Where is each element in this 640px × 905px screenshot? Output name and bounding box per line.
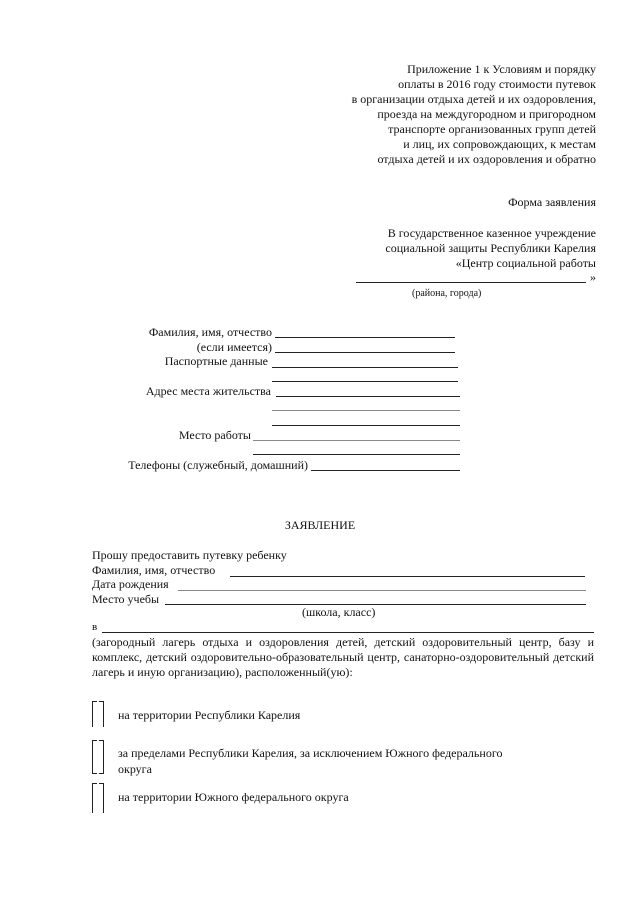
option-karelia-label: на территории Республики Карелия xyxy=(118,708,301,722)
work-field-2[interactable] xyxy=(253,454,460,455)
appendix-line: проезда на междугородном и пригородном xyxy=(377,107,596,121)
work-label: Место работы xyxy=(178,428,251,442)
appendix-line: Приложение 1 к Условиям и порядку xyxy=(407,62,596,76)
request-text: Прошу предоставить путевку ребенку xyxy=(92,548,287,562)
work-field[interactable] xyxy=(253,440,460,441)
institution-field[interactable] xyxy=(102,632,594,633)
appendix-line: транспорте организованных групп детей xyxy=(388,122,596,136)
recipient-line: «Центр социальной работы xyxy=(455,256,596,270)
recipient-district-underline xyxy=(356,282,586,283)
appendix-line: и лиц, их сопровождающих, к местам xyxy=(403,137,596,151)
school-field[interactable] xyxy=(165,604,586,605)
child-name-field[interactable] xyxy=(230,576,585,577)
applicant-name-note: (если имеется) xyxy=(196,340,272,354)
option-south-label: на территории Южного федерального округа xyxy=(118,790,349,804)
passport-field-2[interactable] xyxy=(272,381,458,382)
child-name-label: Фамилия, имя, отчество xyxy=(92,563,216,577)
option-karelia-checkbox[interactable] xyxy=(92,701,104,727)
birth-date-label: Дата рождения xyxy=(92,577,169,591)
appendix-line: отдыха детей и их оздоровления и обратно xyxy=(377,152,596,166)
address-field-2[interactable] xyxy=(272,410,460,411)
recipient-block xyxy=(336,226,596,271)
option-outside-karelia-checkbox[interactable] xyxy=(92,740,104,774)
recipient-line: социальной защиты Республики Карелия xyxy=(385,241,596,255)
applicant-name-label: Фамилия, имя, отчество xyxy=(148,325,272,339)
address-label: Адрес места жительства xyxy=(145,384,271,398)
school-caption: (школа, класс) xyxy=(302,605,376,619)
birth-date-field[interactable] xyxy=(178,590,586,591)
applicant-name-field-2[interactable] xyxy=(275,352,455,353)
phones-field[interactable] xyxy=(311,470,460,471)
statement-title: ЗАЯВЛЕНИЕ xyxy=(284,518,356,532)
appendix-line: оплаты в 2016 году стоимости путевок xyxy=(398,77,596,91)
institution-description: (загородный лагерь отдыха и оздоровления детей, детский оздоровительный центр, базу и комплекс, детский оздоровительно-образовательный центр, санаторно-оздоровительный детский лагерь и иную организацию), расположенный(ую): xyxy=(92,635,594,679)
address-field[interactable] xyxy=(276,396,460,397)
appendix-header xyxy=(296,62,596,167)
address-field-3[interactable] xyxy=(272,425,460,426)
option-outside-karelia-label: за пределами Республики Карелия, за исключением Южного федерального xyxy=(118,746,503,760)
recipient-closing-quote: » xyxy=(590,270,596,284)
appendix-line: в организации отдыха детей и их оздоровления, xyxy=(351,92,596,106)
passport-label: Паспортные данные xyxy=(164,354,268,368)
in-label: в xyxy=(92,621,98,633)
passport-field[interactable] xyxy=(272,367,458,368)
option-outside-karelia-label-2: округа xyxy=(118,762,152,776)
recipient-line: В государственное казенное учреждение xyxy=(387,226,596,240)
phones-label: Телефоны (служебный, домашний) xyxy=(128,458,308,472)
recipient-caption: (района, города) xyxy=(412,288,482,299)
form-title: Форма заявления xyxy=(508,195,596,209)
option-south-checkbox[interactable] xyxy=(92,783,104,813)
school-label: Место учебы xyxy=(92,592,160,606)
applicant-name-field[interactable] xyxy=(275,337,455,338)
recipient-district-field[interactable] xyxy=(356,270,596,285)
